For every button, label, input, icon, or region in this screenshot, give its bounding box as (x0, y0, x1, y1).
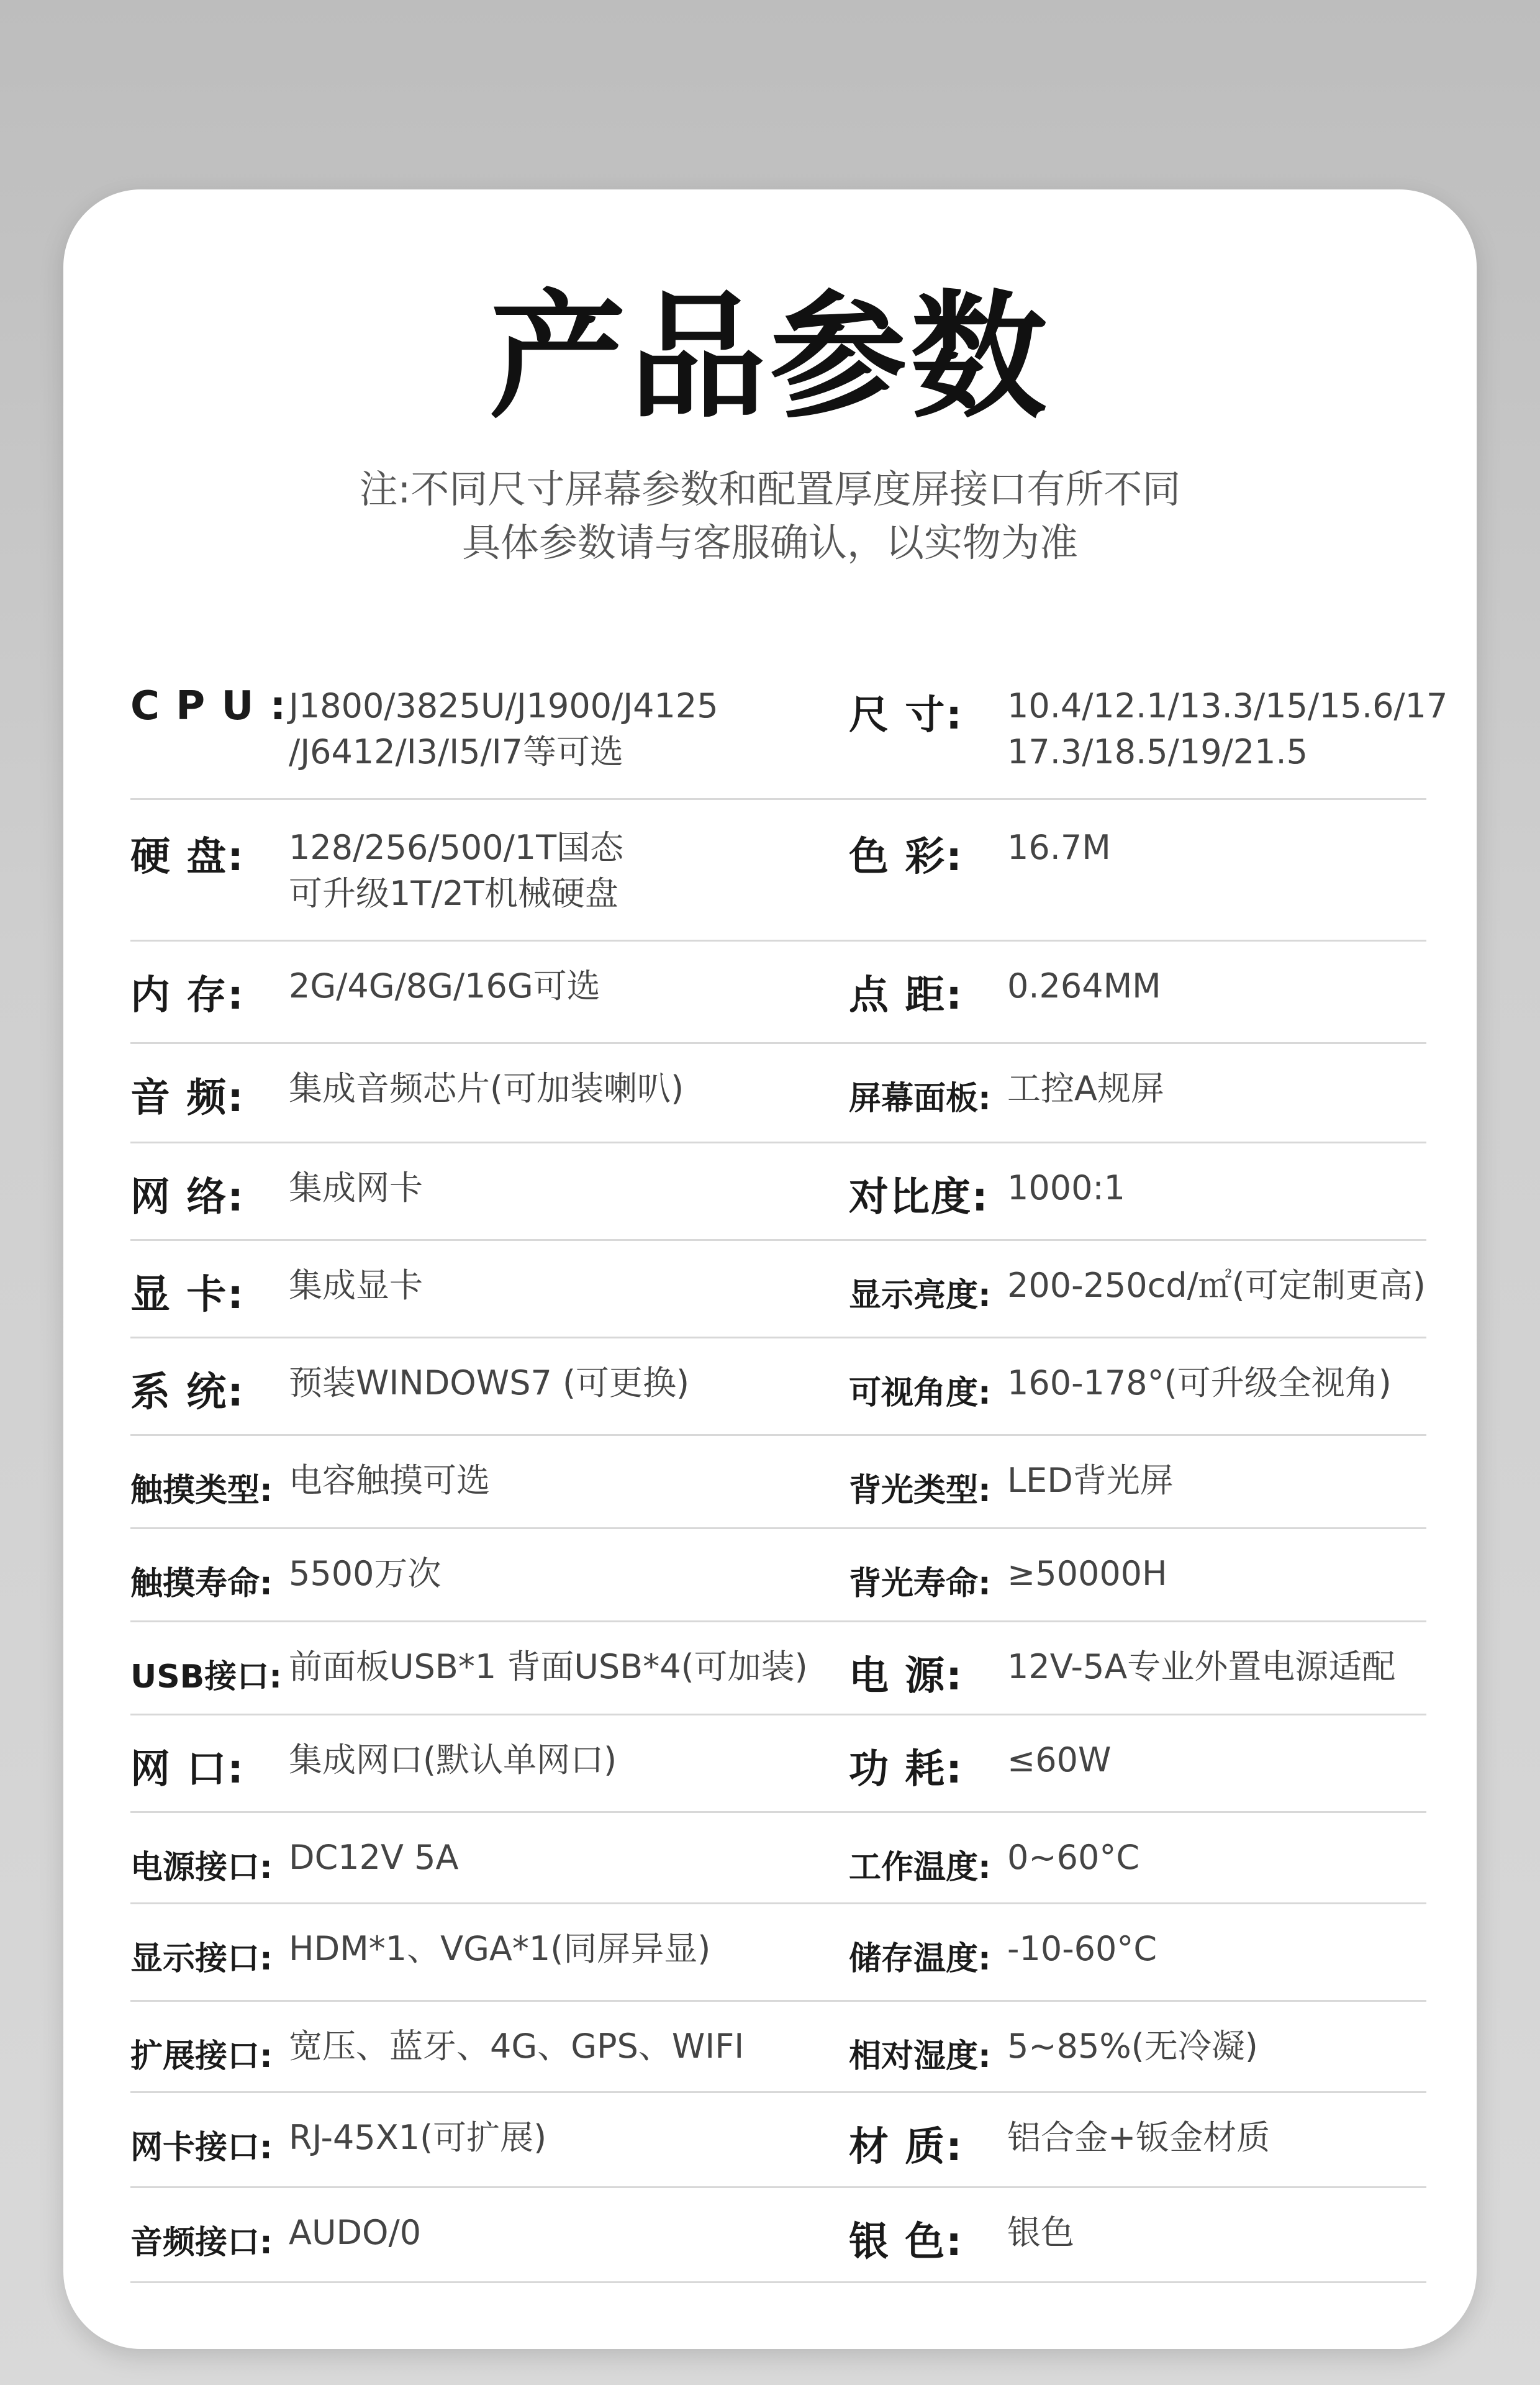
spec-row (130, 1338, 1426, 1436)
spec-value: 160-178°(可升级全视角) (1007, 1363, 1392, 1402)
spec-cell-left (130, 1458, 849, 1527)
spec-row (130, 1436, 1426, 1529)
spec-label: 扩展接口: (130, 2038, 273, 2075)
spec-label: 音 频: (130, 1075, 245, 1121)
spec-cell-left (130, 1551, 849, 1620)
spec-cell-right (849, 1458, 1426, 1527)
note (63, 463, 1477, 570)
spec-label: 储存温度: (849, 1940, 991, 1978)
spec-value: 集成音频芯片(可加装喇叭) (289, 1069, 684, 1108)
spec-cell-left (130, 2210, 849, 2281)
spec-cell-left (130, 2115, 849, 2186)
spec-value: 宽压、蓝牙、4G、GPS、WIFI (289, 2027, 745, 2066)
spec-label: 显示接口: (130, 1940, 273, 1978)
spec-cell-left (130, 2024, 849, 2091)
spec-cell-left (130, 1263, 849, 1337)
spec-label: 触摸寿命: (130, 1565, 273, 1602)
spec-cell-left (130, 1066, 849, 1142)
spec-value: RJ-45X1(可扩展) (289, 2118, 547, 2157)
spec-cell-left (130, 1644, 849, 1714)
spec-value: 12V-5A专业外置电源适配 (1007, 1647, 1396, 1686)
spec-cell-left (130, 1165, 849, 1239)
spec-value: 0.264MM (1007, 966, 1161, 1006)
spec-label: 网 口: (130, 1747, 245, 1792)
spec-value: 1000:1 (1007, 1168, 1125, 1207)
spec-value: 工控A规屏 (1007, 1069, 1164, 1108)
spec-value: 5~85%(无冷凝) (1007, 2027, 1258, 2066)
spec-value: ≤60W (1007, 1740, 1112, 1779)
spec-row (130, 1622, 1426, 1715)
spec-label: 音频接口: (130, 2224, 273, 2261)
spec-value: 2G/4G/8G/16G可选 (289, 966, 600, 1006)
spec-cell-right (849, 1263, 1426, 1337)
spec-cell-right (849, 1737, 1426, 1811)
spec-cell-right (849, 1835, 1426, 1902)
spec-row (130, 1529, 1426, 1622)
spec-label: 硬 盘: (130, 834, 245, 880)
spec-cell-right (849, 2115, 1426, 2186)
spec-label: USB接口: (130, 1658, 283, 1696)
spec-value: 集成网口(默认单网口) (289, 1740, 617, 1779)
spec-label: 触摸类型: (130, 1472, 273, 1509)
spec-row (130, 2188, 1426, 2283)
spec-label: C P U : (130, 683, 288, 729)
spec-row (130, 1143, 1426, 1241)
spec-value: 0~60°C (1007, 1838, 1140, 1877)
spec-label: 背光类型: (849, 1472, 991, 1509)
spec-value: J1800/3825U/J1900/J4125 /J6412/I3/I5/I7等可选 (289, 686, 718, 771)
spec-cell-left (130, 963, 849, 1042)
spec-card (63, 189, 1477, 2349)
spec-cell-right (849, 2024, 1426, 2091)
spec-cell-right (849, 1551, 1426, 1620)
spec-value: AUDO/0 (289, 2213, 422, 2252)
spec-row (130, 2002, 1426, 2093)
spec-value: 前面板USB*1 背面USB*4(可加装) (289, 1647, 808, 1686)
spec-value: 集成显卡 (289, 1266, 423, 1305)
spec-value: DC12V 5A (289, 1838, 459, 1877)
spec-cell-right (849, 1644, 1426, 1714)
spec-label: 电 源: (849, 1653, 963, 1699)
spec-value: 银色 (1007, 2213, 1074, 2252)
spec-label: 工作温度: (849, 1849, 991, 1886)
spec-label: 银 色: (849, 2219, 963, 2265)
spec-cell-right (849, 1165, 1426, 1239)
spec-label: 电源接口: (130, 1849, 273, 1886)
page-title: 产品参数 (489, 278, 1051, 437)
spec-row (130, 2093, 1426, 2188)
spec-cell-left (130, 1737, 849, 1811)
spec-cell-left (130, 1360, 849, 1434)
spec-value: ≥50000H (1007, 1554, 1167, 1593)
spec-label: 网卡接口: (130, 2129, 273, 2166)
spec-cell-right (849, 1360, 1426, 1434)
spec-row (130, 1904, 1426, 2002)
spec-label: 色 彩: (849, 834, 963, 880)
note-line-2: 具体参数请与客服确认，以实物为准 (461, 520, 1078, 565)
spec-label: 背光寿命: (849, 1565, 991, 1602)
spec-cell-left (130, 1926, 849, 2000)
spec-table (130, 658, 1448, 2283)
spec-cell-left (130, 1835, 849, 1902)
spec-value: 电容触摸可选 (289, 1461, 490, 1500)
spec-row (130, 942, 1426, 1044)
spec-value: 铝合金+钣金材质 (1007, 2118, 1270, 2157)
spec-cell-right (849, 1066, 1426, 1142)
spec-row (130, 658, 1448, 800)
spec-label: 显 卡: (130, 1272, 245, 1318)
spec-value: 5500万次 (289, 1554, 442, 1593)
spec-row (130, 1241, 1426, 1338)
spec-row (130, 1715, 1426, 1813)
spec-row (130, 800, 1426, 942)
spec-value: LED背光屏 (1007, 1461, 1174, 1500)
spec-cell-right (849, 683, 1448, 798)
spec-label: 功 耗: (849, 1747, 963, 1792)
spec-value: 集成网卡 (289, 1168, 423, 1207)
spec-label: 可视角度: (849, 1374, 991, 1412)
spec-label: 对比度: (849, 1174, 989, 1220)
spec-cell-right (849, 825, 1426, 940)
spec-value: HDM*1、VGA*1(同屏异显) (289, 1929, 711, 1968)
note-line-1: 注:不同尺寸屏幕参数和配置厚度屏接口有所不同 (359, 466, 1181, 512)
spec-label: 内 存: (130, 973, 245, 1019)
spec-label: 相对湿度: (849, 2038, 991, 2075)
spec-label: 屏幕面板: (849, 1080, 991, 1117)
spec-value: 200-250cd/㎡(可定制更高) (1007, 1266, 1426, 1305)
spec-row (130, 1813, 1426, 1904)
spec-label: 显示亮度: (849, 1277, 991, 1314)
spec-cell-right (849, 963, 1426, 1042)
spec-cell-right (849, 2210, 1426, 2281)
spec-value: 10.4/12.1/13.3/15/15.6/17 17.3/18.5/19/21.5 (1007, 686, 1448, 771)
spec-label: 尺 寸: (849, 693, 963, 738)
spec-label: 材 质: (849, 2124, 963, 2170)
spec-value: 预装WINDOWS7 (可更换) (289, 1363, 690, 1402)
spec-value: -10-60°C (1007, 1929, 1157, 1968)
spec-cell-left (130, 683, 849, 798)
spec-label: 网 络: (130, 1174, 245, 1220)
spec-value: 128/256/500/1T国态 可升级1T/2T机械硬盘 (289, 828, 624, 913)
spec-label: 系 统: (130, 1370, 245, 1415)
spec-cell-left (130, 825, 849, 940)
spec-cell-right (849, 1926, 1426, 2000)
spec-label: 点 距: (849, 973, 963, 1019)
spec-value: 16.7M (1007, 828, 1111, 867)
spec-row (130, 1044, 1426, 1143)
